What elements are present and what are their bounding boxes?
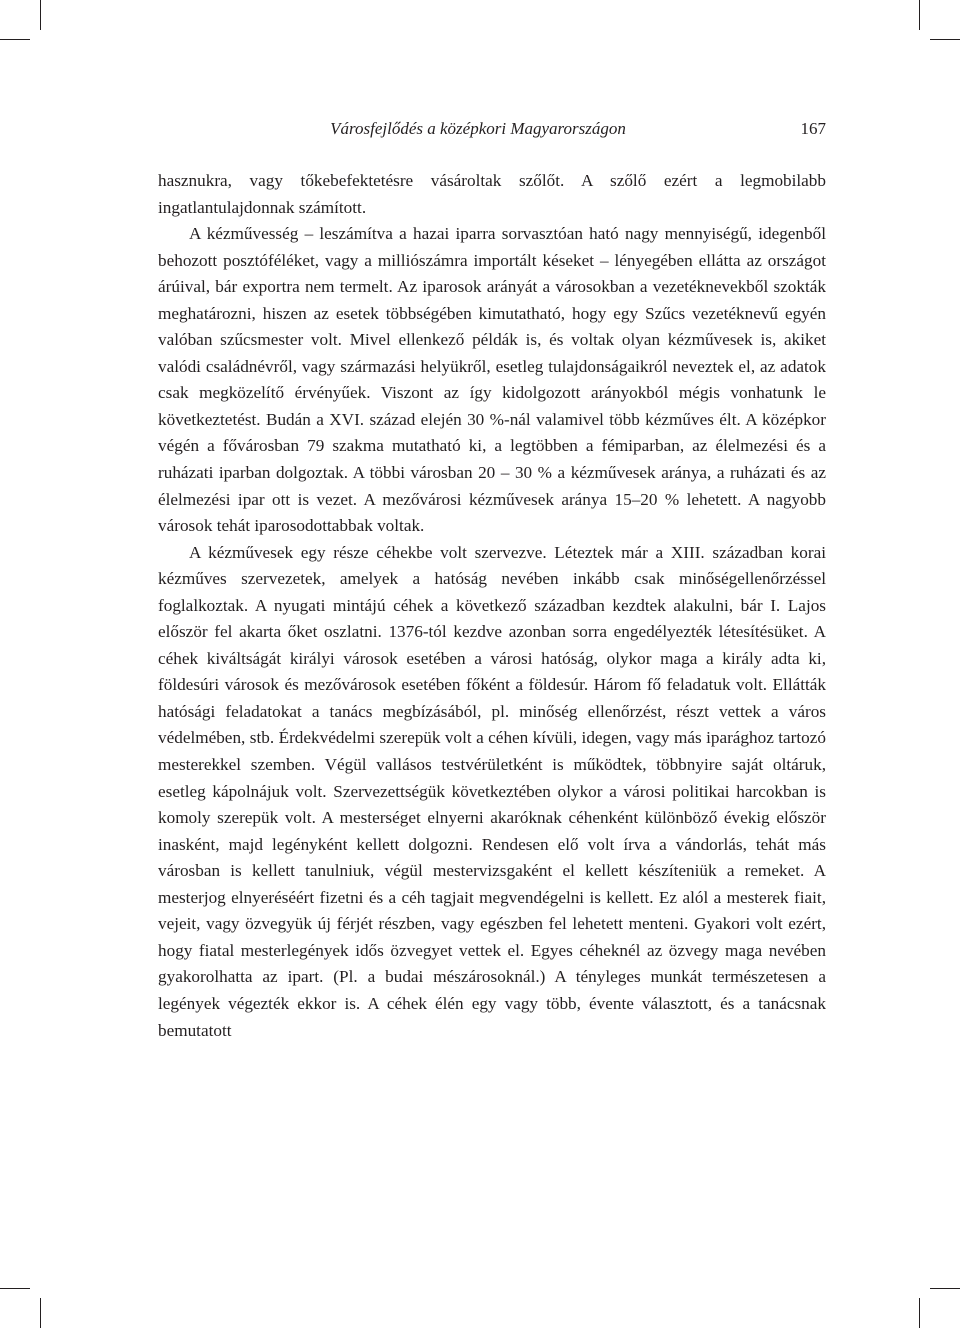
crop-mark-top-left-vertical (40, 0, 41, 30)
crop-mark-top-right-vertical (919, 0, 920, 30)
running-header (158, 116, 826, 142)
crop-mark-bottom-left-vertical (40, 1298, 41, 1328)
crop-mark-top-right-horizontal (930, 39, 960, 40)
paragraph-craftsmanship: A kézművesség – leszámítva a hazai iparra sorvasztóan ható nagy mennyiségű, idegenből behozott posztóféléket, vagy a milliószámra importált késeket – lényegében ellátta az országot árúival, bár exportra nem termelt. Az iparosok arányát a városokban a vezetéknevekből szokták meghatározni, hiszen az esetek többségében kimutatható, hogy egy Szűcs vezetéknevű egyén valóban szűcsmester volt. Mivel ellenkező példák is, és voltak olyan kézművesek is, akiket valódi családnévről, vagy származási helyükről, esetleg tulajdonságaikról neveztek el, az adatok csak megközelítő érvényűek. Viszont az így kidolgozott arányokból mégis vonhatunk le következtetést. Budán a XVI. század elején 30 %-nál valamivel több kézműves élt. A középkor végén a fővárosban 79 szakma mutatható ki, a legtöbben a fémiparban, az élelmezési és a ruházati iparban dolgoztak. A többi városban 20 – 30 % a kézművesek aránya, a ruházati és az élelmezési ipar ott is vezet. A mezővárosi kézművesek aránya 15–20 % lehetett. A nagyobb városok tehát iparosodottabbak voltak. (158, 224, 826, 536)
paragraph-guilds: A kézművesek egy része céhekbe volt szervezve. Léteztek már a XIII. században korai kézműves szervezetek, amelyek a hatóság nevében inkább csak minőségellenőrzéssel foglalkoztak. A nyugati mintájú céhek a következő században kezdtek alakulni, bár I. Lajos először fel akarta őket oszlatni. 1376-tól kezdve azonban sorra engedélyezték létesítésüket. A céhek kiváltságát királyi városok esetében a városi hatóság, olykor maga a király adta ki, földesúri városok és mezővárosok esetében főként a földesúr. Három fő feladatuk volt. Ellátták hatósági feladatokat a tanács megbízásából, pl. minőség ellenőrzést, részt vettek a város védelmében, stb. Érdekvédelmi szerepük volt a céhen kívüli, idegen, vagy más iparághoz tartozó mesterekkel szemben. Végül vallásos testvérületként is működtek, többnyire saját oltáruk, esetleg kápolnájuk volt. Szervezettségük következtében olykor a városi politikai harcokban is komoly szerepük volt. A mesterséget elnyerni akaróknak céhenként különböző évekig először inasként, majd legényként kellett dolgozni. Rendesen elő volt írva a vándorlás, tehát más városban is kellett tanulniuk, végül mestervizsgaként el kellett készíteniük a remeket. A mesterjog elnyeréséért fizetni és a céh tagjait megvendégelni is kellett. Ez alól a mesterek fiait, vejeit, vagy özvegyük új férjét részben, vagy egészben fel lehetett menteni. Gyakori volt ezért, hogy fiatal mesterlegények idős özvegyet vettek el. Egyes céheknél az özvegy maga nevében gyakorolhatta az ipart. (Pl. a budai mészárosoknál.) A tényleges munkát természetesen a legények végezték ekkor is. A céhek élén egy vagy több, évente választott, és a tanácsnak bemutatott (158, 542, 826, 1040)
body-text (158, 168, 826, 1044)
paragraph-continued: hasznukra, vagy tőkebefektetésre vásároltak szőlőt. A szőlő ezért a legmobilabb ingatlantulajdonnak számított. (158, 171, 826, 217)
crop-mark-bottom-right-vertical (919, 1298, 920, 1328)
crop-mark-bottom-right-horizontal (930, 1288, 960, 1289)
crop-mark-top-left-horizontal (0, 39, 30, 40)
page-number: 167 (800, 119, 826, 138)
crop-mark-bottom-left-horizontal (0, 1288, 30, 1289)
running-title: Városfejlődés a középkori Magyarországon (330, 119, 626, 138)
